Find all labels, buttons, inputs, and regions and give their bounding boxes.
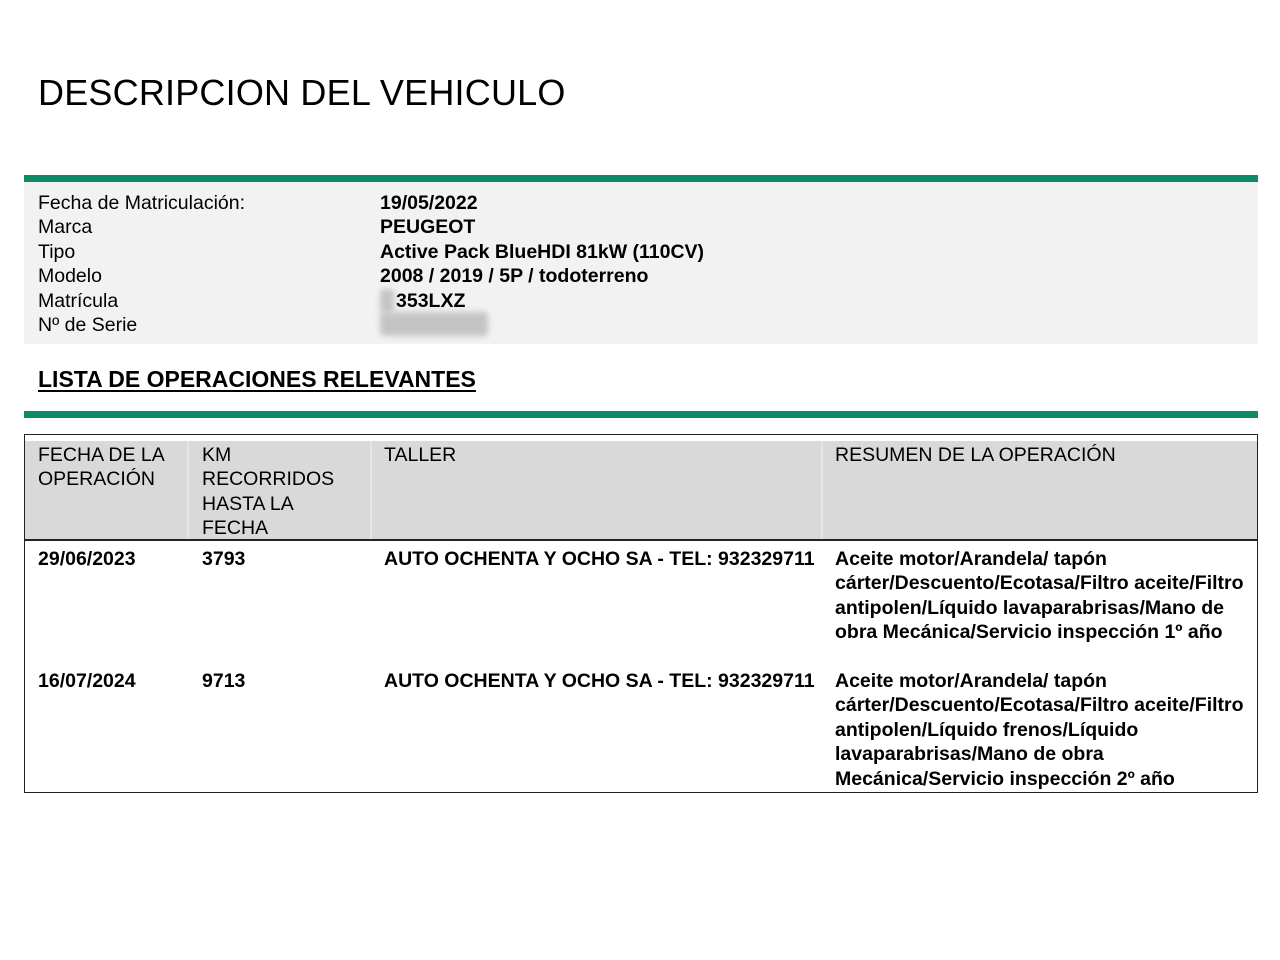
header-separator [821,441,823,539]
cell-km: 3793 [202,548,246,570]
vehicle-row-plate [24,289,1258,313]
cell-workshop: AUTO OCHENTA Y OCHO SA - TEL: 932329711 [384,548,815,570]
vehicle-row-type [24,240,1258,264]
vehicle-row-model [24,264,1258,288]
vehicle-info-panel [24,182,1258,344]
vehicle-value-plate [380,289,465,314]
redacted-serial-number [380,312,488,336]
cell-km: 9713 [202,670,246,692]
vehicle-row-registration-date [24,191,1258,215]
cell-date: 16/07/2024 [38,670,136,692]
header-separator [187,441,189,539]
section-divider-operations [24,411,1258,418]
vehicle-label: Nº de Serie [38,314,138,336]
vehicle-label: Fecha de Matriculación: [38,192,246,214]
vehicle-label: Tipo [38,240,76,263]
vehicle-row-brand [24,215,1258,239]
vehicle-value: 2008 / 2019 / 5P / todoterreno [380,265,649,288]
redacted-plate-prefix [380,289,394,313]
vehicle-value: Active Pack BlueHDI 81kW (110CV) [380,240,705,263]
operations-table-header [25,441,1257,541]
page-title: DESCRIPCION DEL VEHICULO [38,72,566,113]
cell-date: 29/06/2023 [38,548,136,570]
plate-number: 353LXZ [396,289,466,312]
header-summary: RESUMEN DE LA OPERACIÓN [835,444,1116,466]
cell-summary: Aceite motor/Arandela/ tapón cárter/Descuento/Ecotasa/Filtro aceite/Filtro antipolen/Líquido frenos/Líquido lavaparabrisas/Mano de obra Mecánica/Servicio inspección 2º año [835,670,1244,790]
vehicle-label: Matrícula [38,289,119,312]
cell-workshop: AUTO OCHENTA Y OCHO SA - TEL: 932329711 [384,670,815,692]
vehicle-label: Marca [38,216,93,239]
section-divider-top [24,175,1258,182]
vehicle-value-serial [380,313,488,337]
operations-section-title: LISTA DE OPERACIONES RELEVANTES [38,366,476,392]
header-workshop: TALLER [384,444,457,466]
cell-summary: Aceite motor/Arandela/ tapón cárter/Descuento/Ecotasa/Filtro aceite/Filtro antipolen/Líquido lavaparabrisas/Mano de obra Mecánica/Servicio inspección 1º año [835,548,1244,644]
vehicle-value: PEUGEOT [380,216,476,239]
vehicle-row-serial [24,313,1258,337]
operations-table [24,434,1258,793]
header-date: FECHA DE LA OPERACIÓN [38,444,165,491]
header-separator [370,441,372,539]
vehicle-value: 19/05/2022 [380,192,478,214]
vehicle-label: Modelo [38,265,102,288]
header-km: KM RECORRIDOS HASTA LA FECHA [202,444,335,540]
